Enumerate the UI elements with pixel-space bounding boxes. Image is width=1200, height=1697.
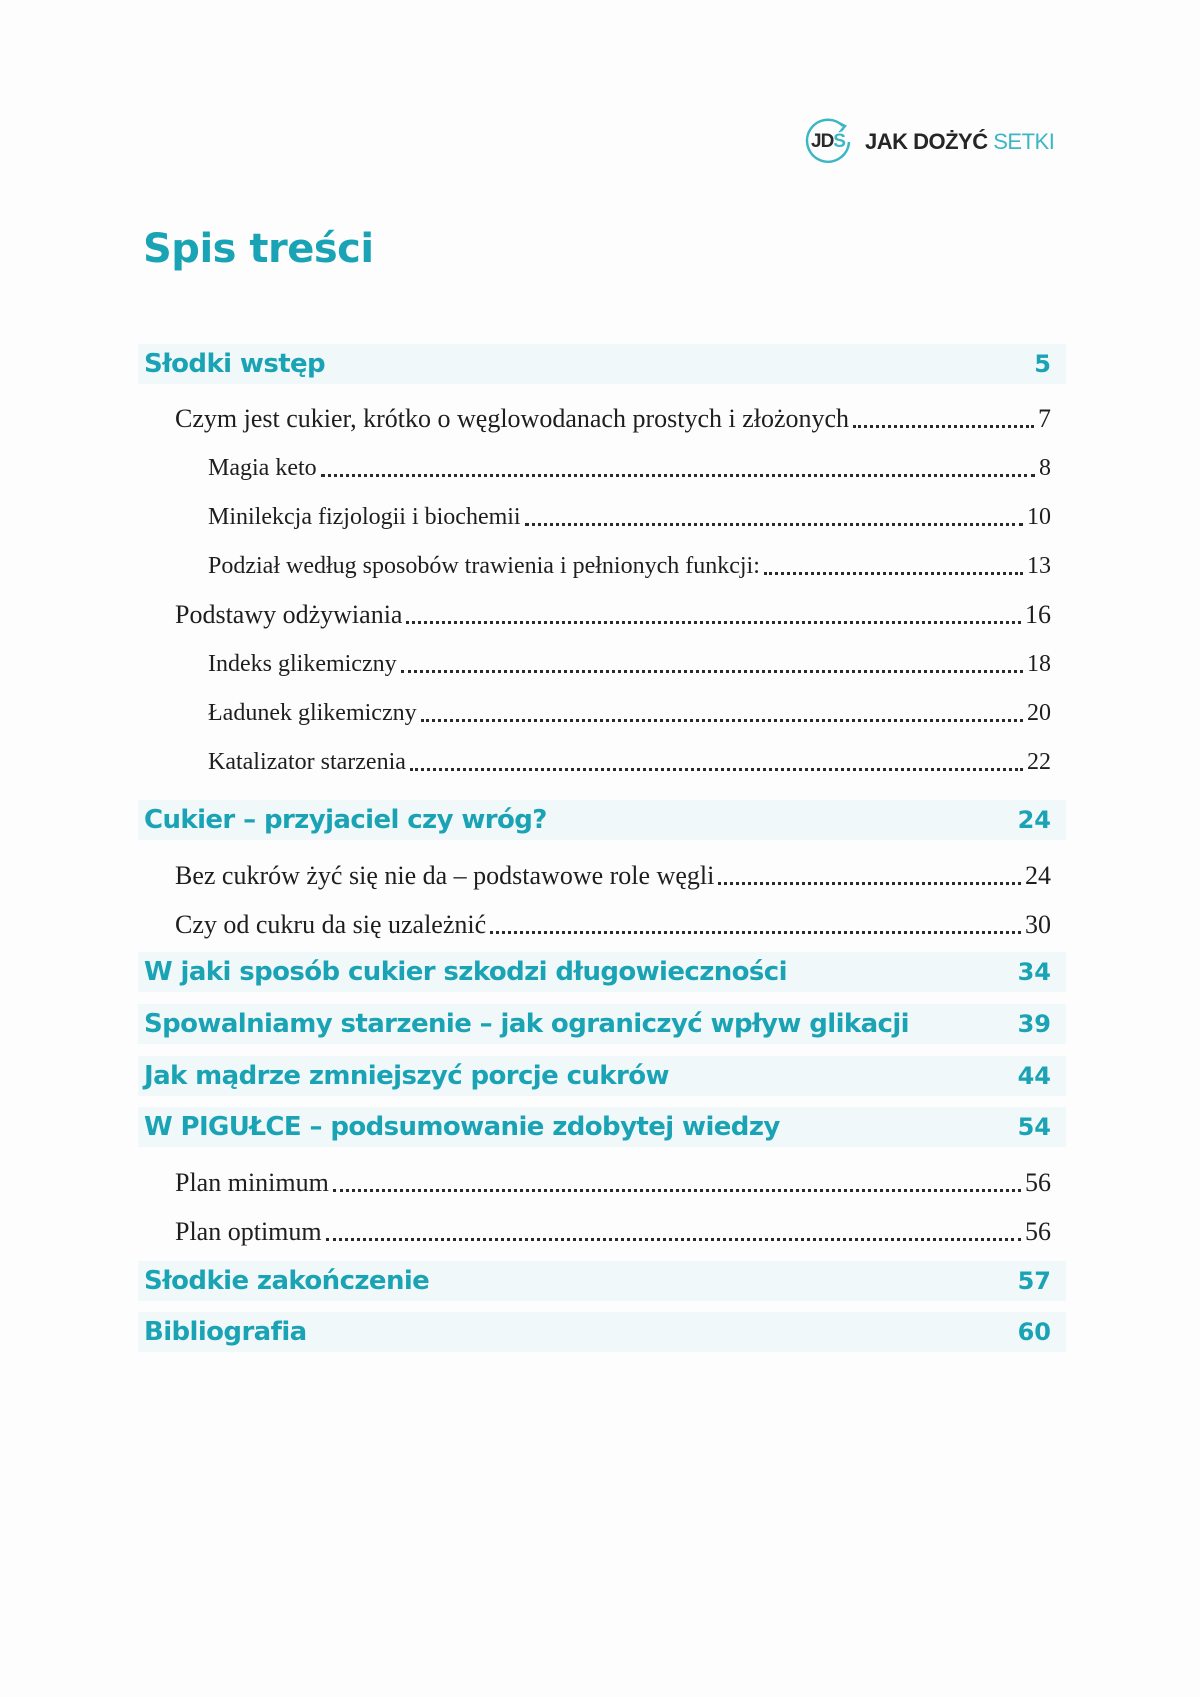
- brand-name: [865, 129, 1054, 155]
- toc-page-number: 8: [1039, 454, 1051, 481]
- logo-mark-accent: Ś: [833, 131, 845, 152]
- toc-page-number: 54: [1017, 1113, 1051, 1141]
- dot-leader: [853, 424, 1034, 428]
- toc-entry-label: Słodkie zakończenie: [144, 1266, 430, 1296]
- toc-entry-label: Spowalniamy starzenie – jak ograniczyć wpływ glikacji: [144, 1009, 909, 1039]
- toc-chapter-entry[interactable]: [138, 344, 1066, 384]
- toc-page-number: 24: [1017, 806, 1051, 834]
- toc-entry-label: Minilekcja fizjologii i biochemii: [208, 503, 521, 530]
- toc-entry-label: W PIGUŁCE – podsumowanie zdobytej wiedzy: [144, 1112, 780, 1142]
- toc-subentry[interactable]: [138, 1212, 1066, 1252]
- toc-page-number: 56: [1025, 1168, 1051, 1197]
- dot-leader: [525, 522, 1023, 526]
- toc-entry-label: Katalizator starzenia: [208, 748, 406, 775]
- toc-page-number: 5: [1034, 350, 1051, 378]
- toc-page-number: 16: [1025, 600, 1051, 629]
- toc-chapter-entry[interactable]: [138, 800, 1066, 840]
- toc-entry-label: Podstawy odżywiania: [175, 600, 403, 629]
- toc-entry-label: Indeks glikemiczny: [208, 650, 397, 677]
- dot-leader: [326, 1237, 1021, 1241]
- toc-subentry[interactable]: [138, 742, 1066, 782]
- toc-subentry[interactable]: [138, 905, 1066, 945]
- toc-subentry[interactable]: [138, 448, 1066, 488]
- dot-leader: [410, 767, 1023, 771]
- dot-leader: [406, 620, 1021, 624]
- toc-subentry[interactable]: [138, 1163, 1066, 1203]
- dot-leader: [401, 669, 1023, 673]
- toc-chapter-entry[interactable]: [138, 1261, 1066, 1301]
- toc-entry-label: Plan minimum: [175, 1168, 329, 1197]
- toc-page-number: 22: [1027, 748, 1051, 775]
- toc-entry-label: Cukier – przyjaciel czy wróg?: [144, 805, 547, 835]
- toc-page-number: 24: [1025, 861, 1051, 890]
- dot-leader: [764, 571, 1023, 575]
- brand-name-main: JAK DOŻYĆ: [865, 129, 988, 154]
- toc-page-number: 57: [1017, 1267, 1051, 1295]
- toc-page-number: 13: [1027, 552, 1051, 579]
- toc-entry-label: Słodki wstęp: [144, 349, 326, 379]
- toc-subentry[interactable]: [138, 399, 1066, 439]
- toc-page-number: 34: [1017, 958, 1051, 986]
- toc-entry-label: Jak mądrze zmniejszyć porcje cukrów: [144, 1061, 669, 1091]
- toc-page-number: 20: [1027, 699, 1051, 726]
- dot-leader: [321, 473, 1035, 477]
- logo-mark-icon: [803, 117, 853, 167]
- dot-leader: [490, 930, 1021, 934]
- toc-page-number: 56: [1025, 1217, 1051, 1246]
- toc-entry-label: Bibliografia: [144, 1317, 307, 1347]
- toc-chapter-entry[interactable]: [138, 1004, 1066, 1044]
- toc-entry-label: Plan optimum: [175, 1217, 322, 1246]
- toc-page-number: 44: [1017, 1062, 1051, 1090]
- dot-leader: [421, 718, 1023, 722]
- toc-page-number: 18: [1027, 650, 1051, 677]
- toc-entry-label: Bez cukrów żyć się nie da – podstawowe role węgli: [175, 861, 715, 890]
- toc-subentry[interactable]: [138, 644, 1066, 684]
- toc-entry-label: Czy od cukru da się uzależnić: [175, 910, 487, 939]
- toc-subentry[interactable]: [138, 497, 1066, 537]
- page-title: Spis treści: [143, 226, 374, 272]
- dot-leader: [333, 1188, 1021, 1192]
- toc-entry-label: Ładunek glikemiczny: [208, 699, 417, 726]
- toc-subentry[interactable]: [138, 693, 1066, 733]
- toc-page-number: 39: [1017, 1010, 1051, 1038]
- toc-page-number: 10: [1027, 503, 1051, 530]
- toc-entry-label: W jaki sposób cukier szkodzi długowieczności: [144, 957, 787, 987]
- toc-entry-label: Podział według sposobów trawienia i pełnionych funkcji:: [208, 552, 760, 579]
- brand-logo: [803, 117, 1054, 167]
- toc-subentry[interactable]: [138, 546, 1066, 586]
- brand-name-accent: SETKI: [993, 129, 1055, 154]
- toc-entry-label: Magia keto: [208, 454, 317, 481]
- toc-subentry[interactable]: [138, 595, 1066, 635]
- toc-chapter-entry[interactable]: [138, 1312, 1066, 1352]
- toc-chapter-entry[interactable]: [138, 952, 1066, 992]
- toc-entry-label: Czym jest cukier, krótko o węglowodanach prostych i złożonych: [175, 404, 850, 433]
- dot-leader: [718, 881, 1021, 885]
- toc-page-number: 7: [1038, 404, 1051, 433]
- logo-mark-letters: JD: [811, 131, 834, 152]
- toc-page-number: 60: [1017, 1318, 1051, 1346]
- toc-chapter-entry[interactable]: [138, 1056, 1066, 1096]
- toc-chapter-entry[interactable]: [138, 1107, 1066, 1147]
- toc-page-number: 30: [1025, 910, 1051, 939]
- toc-subentry[interactable]: [138, 856, 1066, 896]
